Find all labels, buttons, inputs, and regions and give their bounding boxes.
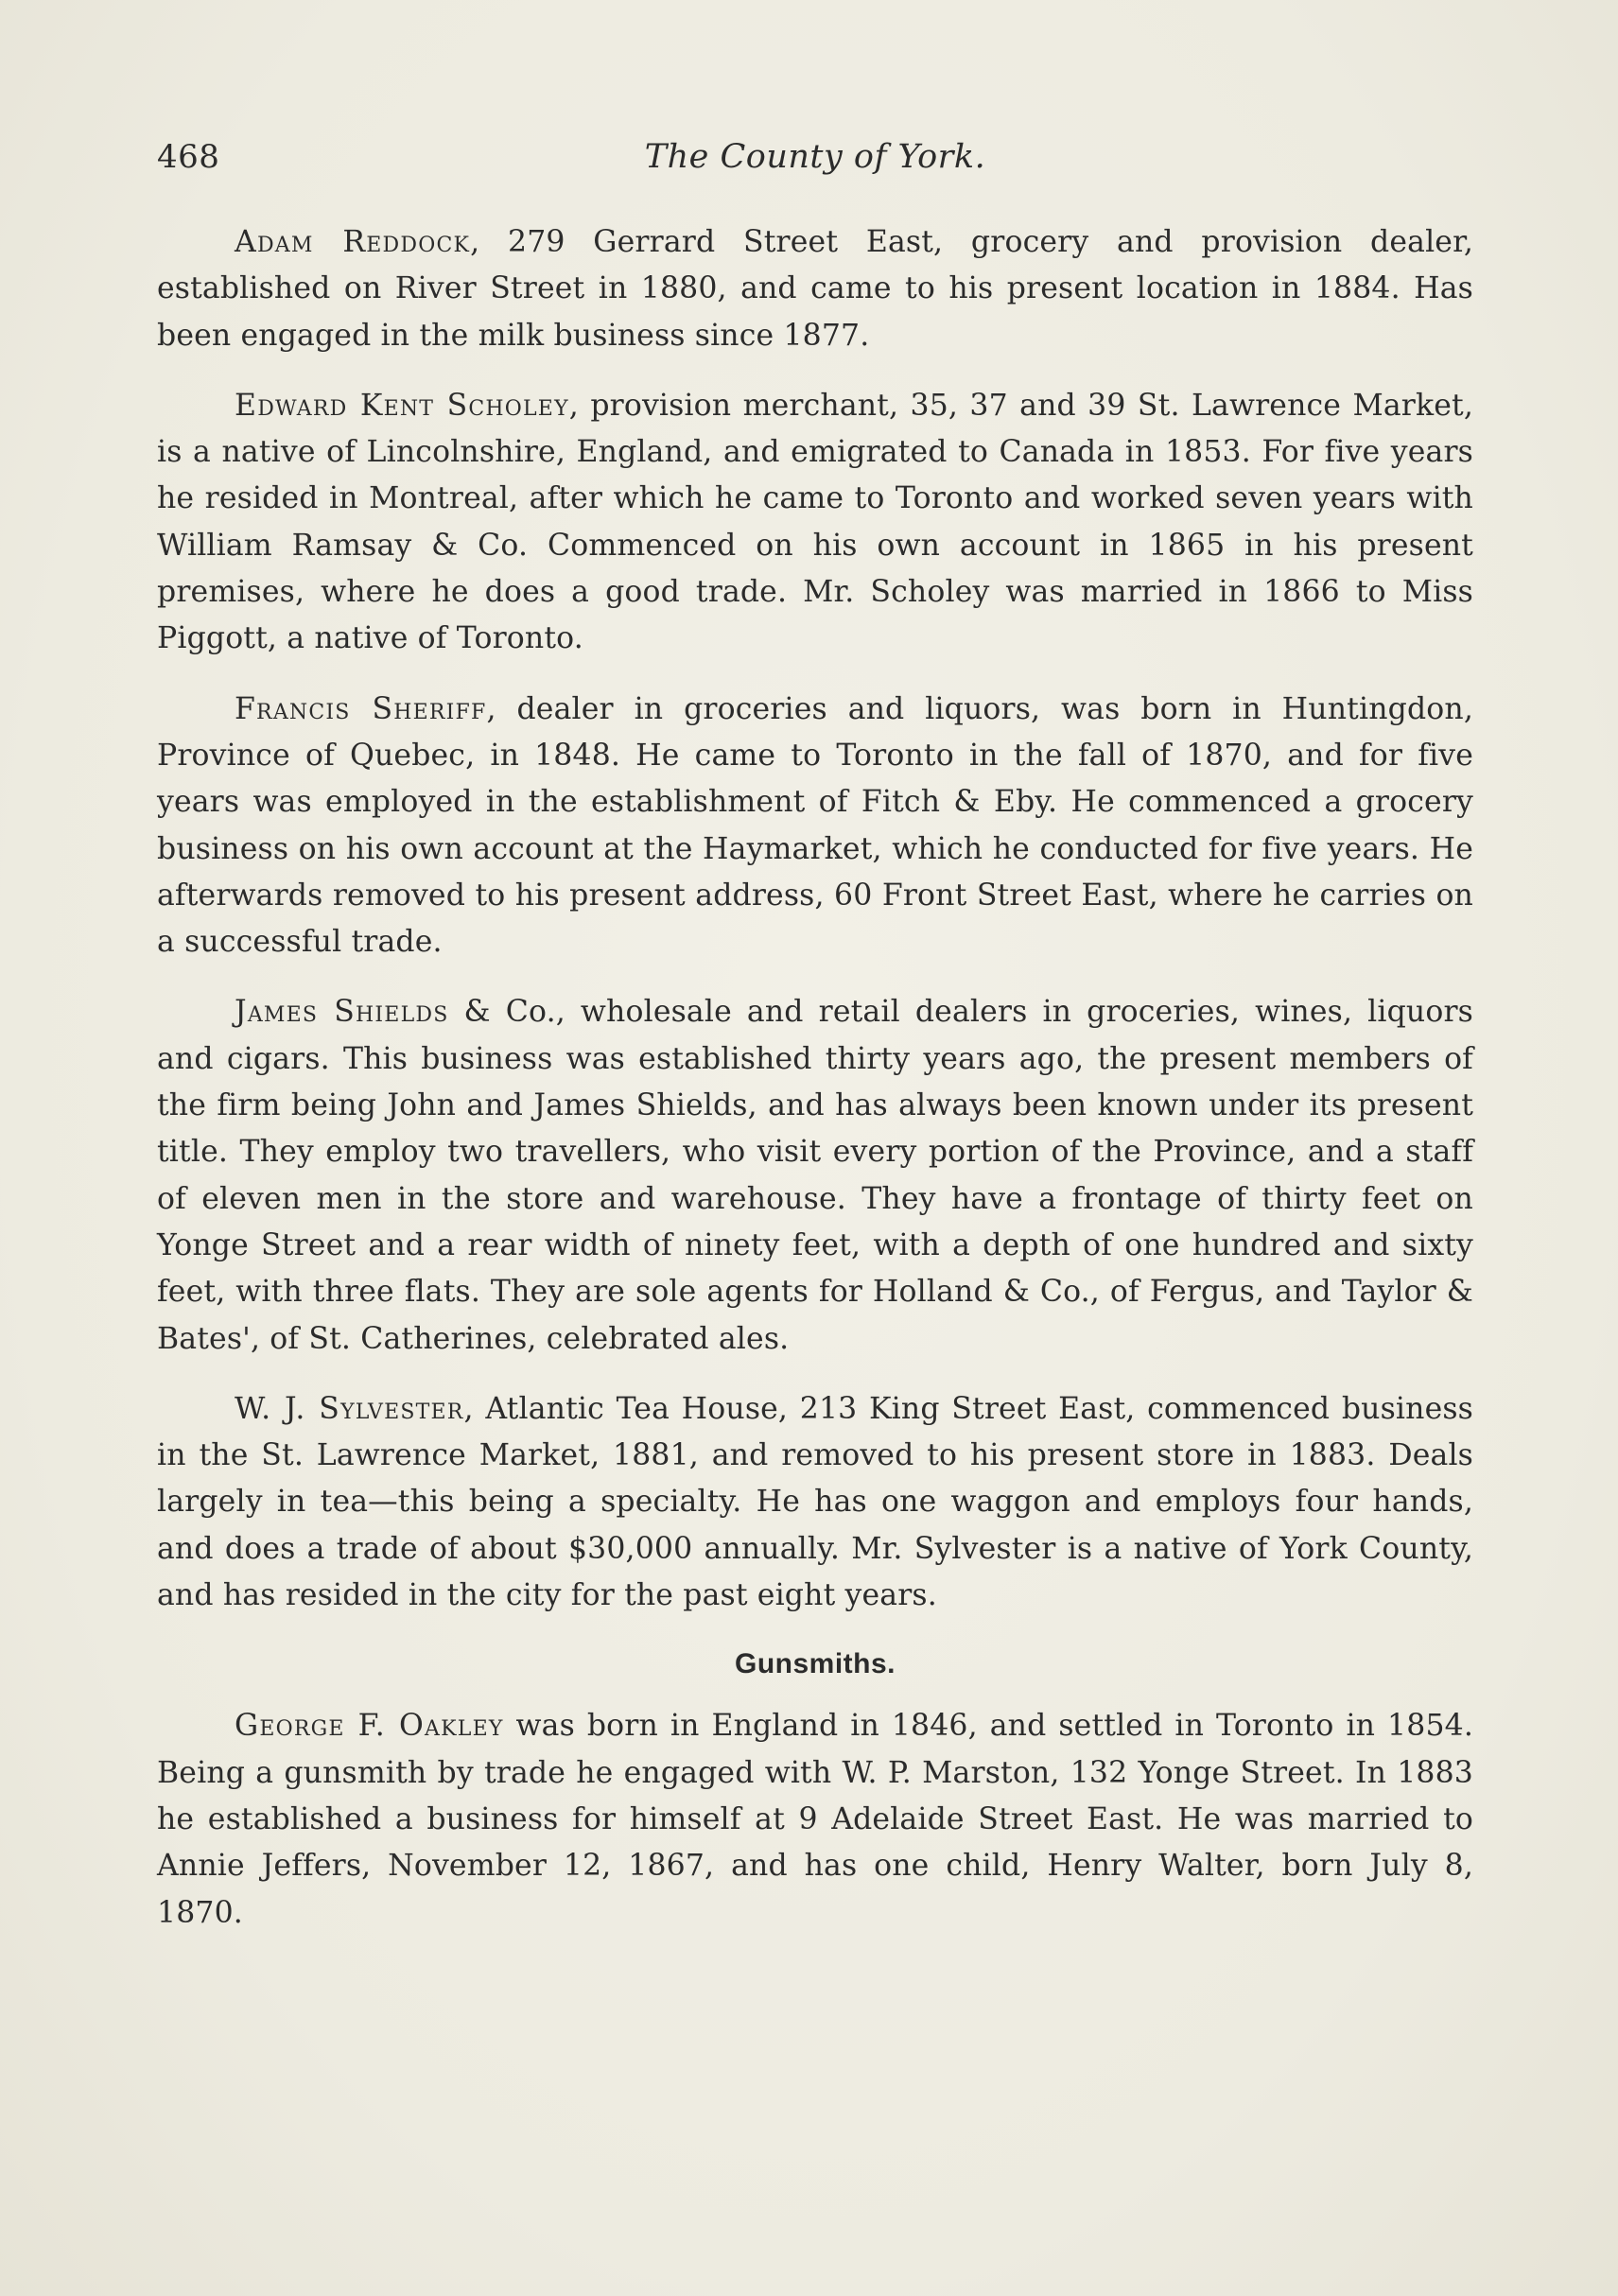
page-body bbox=[157, 219, 1473, 1960]
entry-francis-sheriff bbox=[157, 687, 1473, 966]
entry-name: Edward Kent Scholey bbox=[235, 388, 569, 423]
running-title: The County of York. bbox=[644, 138, 986, 176]
entry-text: , Atlantic Tea House, 213 King Street East, commenced business in the St. Lawrence Market, 1881, and removed to his present store in 1883. Deals largely in tea—this being a specialty. He has one waggon and employs four hands, and does a trade of about $30,000 annually. Mr. Sylvester is a native of York County, and has resided in the city for the past eight years. bbox=[157, 1391, 1473, 1613]
section-heading-gunsmiths: Gunsmiths. bbox=[734, 1648, 896, 1680]
entry-text: was born in England in 1846, and settled in Toronto in 1854. Being a gunsmith by trade he engaged with W. P. Marston, 132 Yonge Street. In 1883 he established a business for himself at 9 Adelaide Street East. He was married to Annie Jeffers, November 12, 1867, and has one child, Henry Walter, born July 8, 1870. bbox=[157, 1709, 1473, 1930]
entry-name: W. J. Sylvester bbox=[235, 1391, 464, 1426]
page-header bbox=[157, 138, 1473, 185]
entry-edward-kent-scholey bbox=[157, 383, 1473, 663]
entry-text: , dealer in groceries and liquors, was born in Huntingdon, Province of Quebec, in 1848. He came to Toronto in the fall of 1870, and for five years was employed in the establishment of Fitch & Eby. He commenced a grocery business on his own account at the Haymarket, which he conducted for five years. He afterwards removed to his present address, 60 Front Street East, where he carries on a successful trade. bbox=[157, 691, 1473, 960]
entry-george-f-oakley bbox=[157, 1703, 1473, 1936]
page-number: 468 bbox=[157, 138, 220, 176]
entry-name: Francis Sheriff bbox=[235, 691, 487, 726]
entry-james-shields bbox=[157, 989, 1473, 1362]
entry-name: George F. Oakley bbox=[235, 1709, 504, 1744]
entry-w-j-sylvester bbox=[157, 1386, 1473, 1619]
entry-text: , 279 Gerrard Street East, grocery and provision dealer, established on River Street in 1880, and came to his present location in 1884. Has been engaged in the milk business since 1877. bbox=[157, 225, 1473, 353]
entry-name: James Shields bbox=[235, 995, 449, 1030]
entry-text: , provision merchant, 35, 37 and 39 St. Lawrence Market, is a native of Lincolnshire, England, and emigrated to Canada in 1853. For five years he resided in Montreal, after which he came to Toronto and worked seven years with William Ramsay & Co. Commenced on his own account in 1865 in his present premises, where he does a good trade. Mr. Scholey was married in 1866 to Miss Piggott, a native of Toronto. bbox=[157, 388, 1473, 656]
entry-name: Adam Reddock bbox=[235, 225, 471, 259]
entry-text: & Co., wholesale and retail dealers in groceries, wines, liquors and cigars. This business was established thirty years ago, the present members of the firm being John and James Shields, and has always been known under its present title. They employ two travellers, who visit every portion of the Province, and a staff of eleven men in the store and warehouse. They have a frontage of thirty feet on Yonge Street and a rear width of ninety feet, with a depth of one hundred and sixty feet, with three flats. They are sole agents for Holland & Co., of Fergus, and Taylor & Bates', of St. Catherines, celebrated ales. bbox=[157, 995, 1474, 1356]
entry-adam-reddock bbox=[157, 219, 1473, 359]
